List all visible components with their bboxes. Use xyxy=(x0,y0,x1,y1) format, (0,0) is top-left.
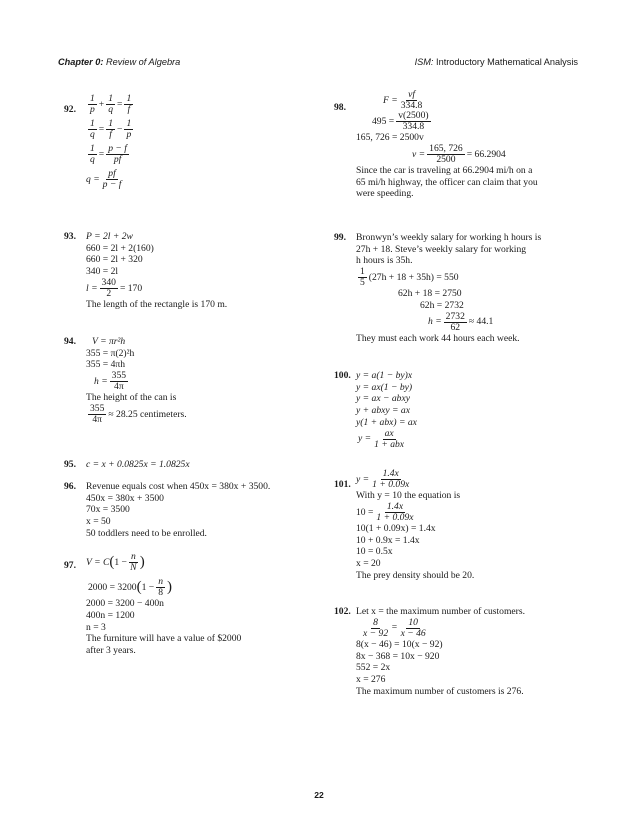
eq-line: x = 20 xyxy=(356,558,381,570)
eq-line: $\frac{8}{x - 92}$ = $\frac{10}{x - 46}$ xyxy=(363,616,426,639)
solution-text: The prey density should be 20. xyxy=(356,569,475,581)
eq-line: 552 = 2x xyxy=(356,662,391,674)
solution-text: 65 mi/h highway, the officer can claim that you xyxy=(356,176,538,188)
eq-line: c = x + 0.0825x = 1.0825x xyxy=(86,459,190,470)
eq-line: y(1 + abx) = ax xyxy=(356,416,417,428)
eq-line: F = $\frac{vf}{334.8}$ xyxy=(383,89,423,112)
problem-number: 95. xyxy=(64,459,76,470)
problem-number: 93. xyxy=(64,231,76,242)
eq-line: y = $\frac{1.4x}{1 + 0.09x}$ xyxy=(356,468,410,491)
eq-line: 165, 726 = 2500v xyxy=(356,132,424,144)
eq-line: v = $\frac{165, 726}{2500}$ = 66.2904 xyxy=(412,142,506,166)
eq-line: 62h = 2732 xyxy=(420,299,464,311)
problem-number: 92. xyxy=(64,104,76,115)
eq-line: h = $\frac{355}{4\pi}$ xyxy=(94,370,127,393)
eq-line: 10 = $\frac{1.4x}{1 + 0.09x}$ xyxy=(356,500,414,523)
solution-text: h hours is 35h. xyxy=(356,255,413,267)
eq-line: 10 + 0.9x = 1.4x xyxy=(356,534,420,546)
solution-text: They must each work 44 hours each week. xyxy=(356,332,520,344)
problem-number: 101. xyxy=(334,479,351,490)
eq-line: $\frac{1}{p}$ + $\frac{1}{q}$ = $\frac{1}{f}$ xyxy=(90,93,132,116)
eq-line: 2000 = 3200 ( 1 − $\frac{n}{8}$ ) xyxy=(88,576,172,599)
eq-line: l = $\frac{340}{2}$ = 170 xyxy=(86,276,143,299)
eq-line: 355 = 4πh xyxy=(86,359,126,371)
eq-line: 62h + 18 = 2750 xyxy=(398,288,462,300)
eq-line: 2000 = 3200 − 400n xyxy=(86,598,164,610)
solution-text: The maximum number of customers is 276. xyxy=(356,685,524,697)
eq-line: 10(1 + 0.09x) = 1.4x xyxy=(356,522,436,534)
problem-number: 97. xyxy=(64,560,76,571)
solution-text: Since the car is traveling at 66.2904 mi/h on a xyxy=(356,165,533,177)
problem-number: 102. xyxy=(334,606,351,617)
problem-number: 98. xyxy=(334,102,346,113)
eq-line: y = $\frac{ax}{\text{1 + abx}}$ xyxy=(358,427,405,450)
eq-line: 340 = 2l xyxy=(86,266,119,278)
eq-line: 70x = 3500 xyxy=(86,504,130,516)
problem-number: 94. xyxy=(64,336,76,347)
eq-line: $\frac{1}{q}$ = $\frac{p - f}{pf}$ xyxy=(90,143,127,166)
solution-text: were speeding. xyxy=(356,188,414,200)
solution-text: The length of the rectangle is 170 m. xyxy=(86,298,228,310)
running-header-right: ISM: Introductory Mathematical Analysis xyxy=(414,57,578,67)
solution-text: Bronwyn’s weekly salary for working h hours is xyxy=(356,232,542,243)
eq-line: 495 = $\frac{v(2500)}{334.8}$ xyxy=(372,110,429,133)
solution-text: 27h + 18. Steve’s weekly salary for working xyxy=(356,243,527,255)
problem-number: 100. xyxy=(334,370,351,381)
eq-line: $\frac{1}{5}$ (27h + 18 + 35h) = 550 xyxy=(360,266,459,289)
eq-line: y = ax(1 − by) xyxy=(356,381,413,393)
solution-text: 50 toddlers need to be enrolled. xyxy=(86,527,207,539)
problem-number: 96. xyxy=(64,481,76,492)
eq-line: 450x = 380x + 3500 xyxy=(86,492,164,504)
solution-text: The furniture will have a value of $2000 xyxy=(86,633,242,645)
eq-line: 8(x − 46) = 10(x − 92) xyxy=(356,638,443,650)
eq-line: 660 = 2l + 320 xyxy=(86,254,143,266)
eq-line: y = a(1 − by)x xyxy=(356,370,413,381)
eq-line: y = ax − abxy xyxy=(356,393,410,405)
eq-line: P = 2l + 2w xyxy=(86,231,133,242)
solution-text: The height of the can is xyxy=(86,392,177,404)
solution-text: With y = 10 the equation is xyxy=(356,490,461,502)
eq-line: 10 = 0.5x xyxy=(356,546,393,558)
eq-line: y + abxy = ax xyxy=(356,405,410,417)
eq-line: 660 = 2l + 2(160) xyxy=(86,242,154,254)
page-number: 22 xyxy=(314,790,324,800)
solution-text: Let x = the maximum number of customers. xyxy=(356,606,526,617)
eq-line: V = C ( 1 − $\frac{n}{N}$ ) xyxy=(86,551,145,574)
eq-line: V = πr²h xyxy=(92,336,126,347)
eq-line: x = 50 xyxy=(86,516,111,528)
solution-text: Revenue equals cost when 450x = 380x + 3500. xyxy=(86,481,271,492)
eq-line: n = 3 xyxy=(86,621,106,633)
eq-line: 8x − 368 = 10x − 920 xyxy=(356,650,440,662)
eq-line: $\frac{1}{q}$ = $\frac{1}{f}$ − $\frac{1}{p}$ xyxy=(90,118,132,141)
problem-number: 99. xyxy=(334,232,346,243)
solution-text: after 3 years. xyxy=(86,645,136,657)
eq-line: h = $\frac{2732}{62}$ ≈ 44.1 xyxy=(428,310,494,333)
running-header-left: Chapter 0: Review of Algebra xyxy=(58,57,181,67)
eq-line: $\frac{355}{4\pi}$ ≈ 28.25 centimeters. xyxy=(90,402,187,425)
eq-line: 400n = 1200 xyxy=(86,609,135,621)
eq-line: x = 276 xyxy=(356,673,386,685)
eq-line: 355 = π(2)²h xyxy=(86,347,135,359)
eq-line: q = $\frac{pf}{p - f}$ xyxy=(86,168,122,191)
